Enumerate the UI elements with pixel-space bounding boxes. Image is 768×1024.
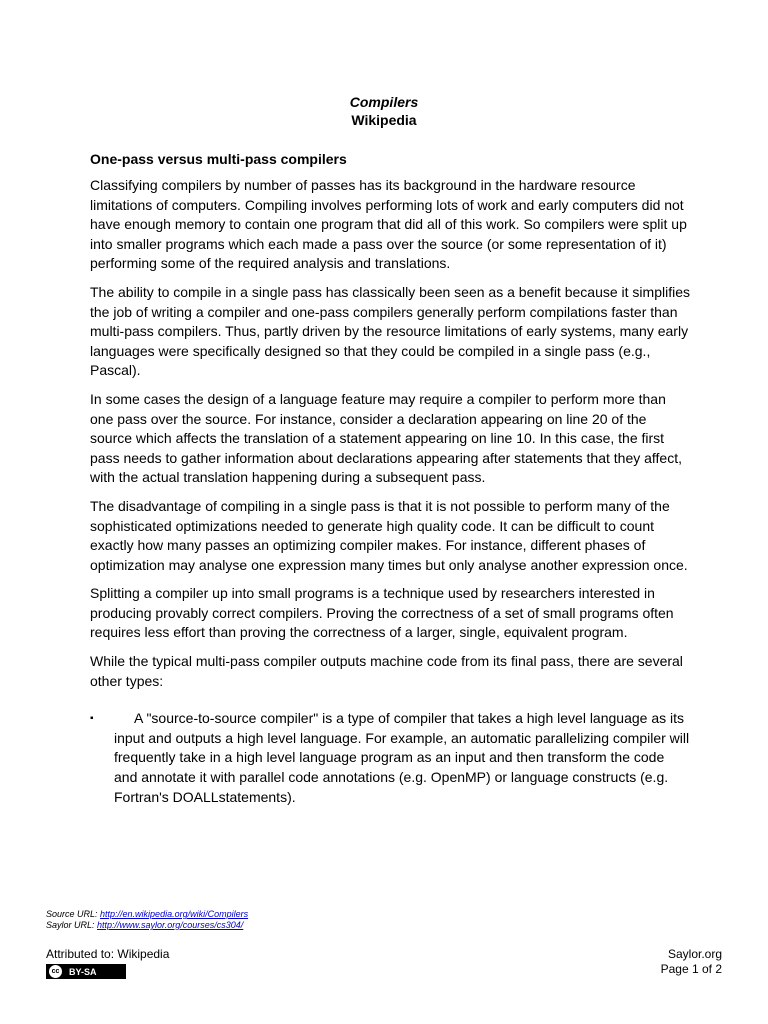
page-info xyxy=(661,947,722,977)
saylor-url-link[interactable]: http://www.saylor.org/courses/cs304/ xyxy=(97,920,244,930)
bullet-icon: ▪ xyxy=(90,713,94,725)
cc-license-badge xyxy=(46,964,126,979)
section-heading: One-pass versus multi-pass compilers xyxy=(90,151,347,167)
document-subtitle: Wikipedia xyxy=(351,112,417,128)
paragraph: Classifying compilers by number of passes has its background in the hardware resource limitations of computers. Compiling involves performing lots of work and early computers did not have enough memory to contain one program that did all of this work. So compilers were split up into smaller programs which each made a pass over the source (or some representation of it) performing some of the required analysis and translations. xyxy=(90,177,687,272)
document-title: Compilers xyxy=(349,94,419,110)
page-number: Page 1 of 2 xyxy=(660,962,722,976)
source-urls xyxy=(46,909,248,931)
list-item xyxy=(90,709,690,807)
source-url-link[interactable]: http://en.wikipedia.org/wiki/Compilers xyxy=(100,909,249,919)
site-name: Saylor.org xyxy=(667,947,722,961)
document-body xyxy=(90,176,690,807)
bullet-text: A "source-to-source compiler" is a type of compiler that takes a high level language as its input and outputs a high level language. For example, an automatic parallelizing compiler will frequently take in a high level language program as an input and then transform the code and annotate it with parallel code annotations (e.g. OpenMP) or language constructs (e.g. Fortran's DOALLstatements). xyxy=(114,710,690,805)
paragraph: Splitting a compiler up into small programs is a technique used by researchers interested in producing provably correct compilers. Proving the correctness of a set of small programs often requires less effort than proving the correctness of a larger, single, equivalent program. xyxy=(90,585,674,641)
saylor-url-line xyxy=(46,920,248,931)
source-url-label: Source URL: xyxy=(46,909,101,919)
paragraph: The disadvantage of compiling in a single pass is that it is not possible to perform many of the sophisticated optimizations needed to generate high quality code. It can be difficult to count exactly how many passes an optimizing compiler makes. For instance, different phases of optimization may analyse one expression many times but only analyse another expression once. xyxy=(90,497,688,573)
paragraph: While the typical multi-pass compiler outputs machine code from its final pass, there are several other types: xyxy=(90,653,683,689)
attribution-text: Attributed to: Wikipedia xyxy=(46,947,170,961)
source-url-line xyxy=(46,909,248,920)
cc-license-label: BY-SA xyxy=(69,966,97,977)
cc-icon: cc xyxy=(48,964,63,979)
saylor-url-label: Saylor URL: xyxy=(46,920,98,930)
paragraph: In some cases the design of a language feature may require a compiler to perform more than one pass over the source. For instance, consider a declaration appearing on line 20 of the source which affects the translation of a statement appearing on line 10. In this case, the first pass needs to gather information about declarations appearing after statements that they affect, with the actual translation happening during a subsequent pass. xyxy=(90,390,682,486)
paragraph: The ability to compile in a single pass has classically been seen as a benefit because it simplifies the job of writing a compiler and one-pass compilers generally perform compilations faster than multi-pass compilers. Thus, partly driven by the resource limitations of early systems, many early languages were specifically designed so that they could be compiled in a single pass (e.g., Pascal). xyxy=(90,283,690,379)
